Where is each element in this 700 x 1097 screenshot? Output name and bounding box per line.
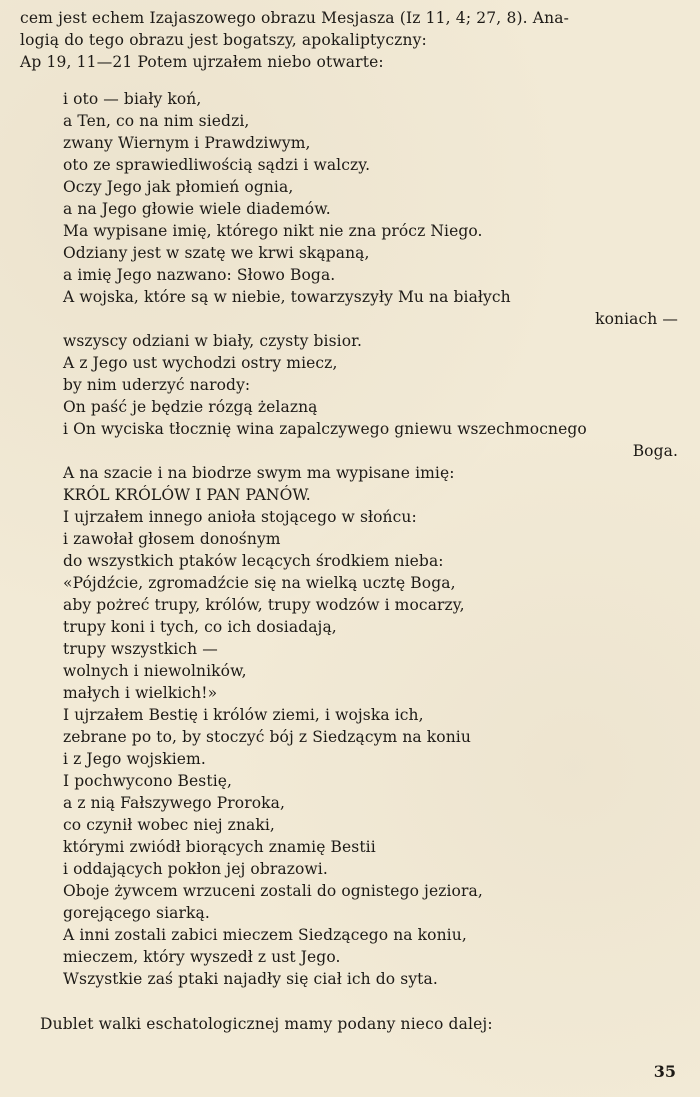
poem-line: I ujrzałem Bestię i królów ziemi, i wojska ich, — [63, 706, 424, 724]
poem-line: i z Jego wojskiem. — [63, 750, 206, 768]
poem-line: wszyscy odziani w biały, czysty bisior. — [63, 332, 362, 350]
poem-line: mieczem, który wyszedł z ust Jego. — [63, 948, 341, 966]
poem-line: by nim uderzyć narody: — [63, 376, 251, 394]
poem-line: A z Jego ust wychodzi ostry miecz, — [63, 354, 338, 372]
intro-line: logią do tego obrazu jest bogatszy, apokaliptyczny: — [20, 31, 427, 49]
poem-line: Oboje żywcem wrzuceni zostali do ognistego jeziora, — [63, 882, 483, 900]
poem-line-continuation: koniach — — [595, 310, 678, 328]
intro-paragraph — [20, 7, 686, 73]
poem-line: A na szacie i na biodrze swym ma wypisane imię: — [63, 464, 455, 482]
poem-line: Oczy Jego jak płomień ognia, — [63, 178, 294, 196]
poem-line: wolnych i niewolników, — [63, 662, 247, 680]
poem-line: aby pożreć trupy, królów, trupy wodzów i mocarzy, — [63, 596, 465, 614]
poem-line: a Ten, co na nim siedzi, — [63, 112, 250, 130]
poem-line: gorejącego siarką. — [63, 904, 210, 922]
poem-line: którymi zwiódł biorących znamię Bestii — [63, 838, 376, 856]
poem-line: zebrane po to, by stoczyć bój z Siedzącym na koniu — [63, 728, 471, 746]
poem-line: A inni zostali zabici mieczem Siedzącego na koniu, — [63, 926, 467, 944]
page-number: 35 — [653, 1062, 676, 1081]
poem-line: oto ze sprawiedliwością sądzi i walczy. — [63, 156, 371, 174]
poem-line-continuation: Boga. — [632, 442, 678, 460]
poem-line: co czynił wobec niej znaki, — [63, 816, 275, 834]
poem-line: «Pójdźcie, zgromadźcie się na wielką ucztę Boga, — [63, 574, 456, 592]
poem-line: Odziany jest w szatę we krwi skąpaną, — [63, 244, 370, 262]
poem-line: KRÓL KRÓLÓW I PAN PANÓW. — [63, 486, 311, 504]
poem-line: trupy koni i tych, co ich dosiadają, — [63, 618, 337, 636]
intro-line: cem jest echem Izajaszowego obrazu Mesjasza (Iz 11, 4; 27, 8). Ana- — [20, 9, 570, 27]
poem-line: Wszystkie zaś ptaki najadły się ciał ich do syta. — [63, 970, 438, 988]
poem-line: i oto — biały koń, — [63, 90, 202, 108]
poem-line: a z nią Fałszywego Proroka, — [63, 794, 286, 812]
poem-line: a imię Jego nazwano: Słowo Boga. — [63, 266, 336, 284]
poem-line: i zawołał głosem donośnym — [63, 530, 281, 548]
poem-line: do wszystkich ptaków lecących środkiem nieba: — [63, 552, 444, 570]
poem-line: małych i wielkich!» — [63, 684, 218, 702]
poem-line: I pochwycono Bestię, — [63, 772, 233, 790]
poem-line: a na Jego głowie wiele diademów. — [63, 200, 331, 218]
poem-line: On paść je będzie rózgą żelazną — [63, 398, 318, 416]
poem-line: Ma wypisane imię, którego nikt nie zna prócz Niego. — [63, 222, 483, 240]
poem-line: trupy wszystkich — — [63, 640, 218, 658]
poem-line: i On wyciska tłocznię wina zapalczywego gniewu wszechmocnego — [63, 420, 587, 438]
closing-paragraph: Dublet walki eschatologicznej mamy podany nieco dalej: — [40, 1015, 493, 1033]
quoted-passage — [63, 88, 678, 990]
poem-line: A wojska, które są w niebie, towarzyszyły Mu na białych — [63, 288, 511, 306]
intro-line: Ap 19, 11—21 Potem ujrzałem niebo otwarte: — [20, 53, 384, 71]
poem-line: I ujrzałem innego anioła stojącego w słońcu: — [63, 508, 417, 526]
poem-line: zwany Wiernym i Prawdziwym, — [63, 134, 311, 152]
poem-line: i oddających pokłon jej obrazowi. — [63, 860, 328, 878]
